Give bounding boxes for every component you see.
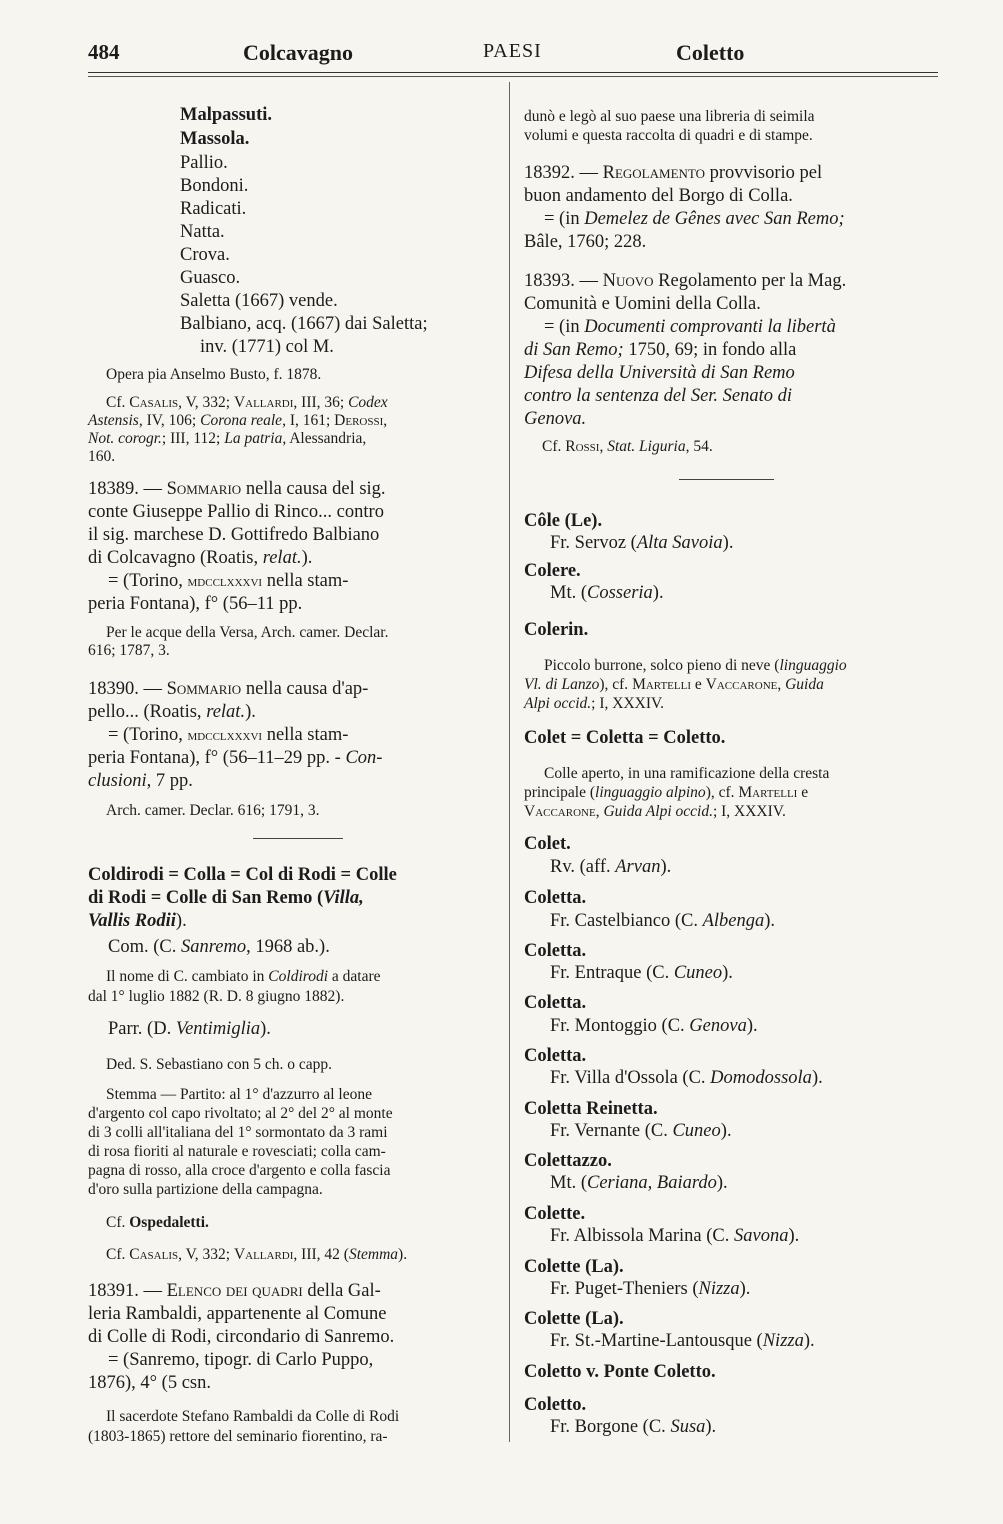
note-line: Vl. di Lanzo), cf. Martelli e Vaccarone, Guida	[524, 676, 824, 693]
reference-line: Cf. Casalis, V, 332; Vallardi, III, 42 (Stemma).	[106, 1246, 408, 1263]
reference-line: 160.	[88, 448, 116, 465]
headword: Colerin.	[524, 620, 589, 640]
headword: Colette (La).	[524, 1257, 624, 1277]
entry-line: clusioni, 7 pp.	[88, 771, 193, 791]
entry-line: conte Giuseppe Pallio di Rinco... contro	[88, 502, 384, 522]
headword: Colet.	[524, 834, 571, 854]
headword: Coletta.	[524, 1046, 587, 1066]
entry-line: Fr. Vernante (C. Cuneo).	[550, 1121, 732, 1141]
note-line: Colle aperto, in una ramificazione della cresta	[544, 765, 830, 782]
headword: Côle (Le).	[524, 511, 603, 531]
entry-line: 1876), 4° (5 csn.	[88, 1373, 212, 1393]
entry-line: peria Fontana), f° (56–11 pp.	[88, 594, 303, 614]
headword: Colette.	[524, 1204, 586, 1224]
family-name: Malpassuti.	[180, 105, 273, 125]
entry-line: = (in Documenti comprovanti la libertà	[544, 317, 836, 337]
entry-line: = (in Demelez de Gênes avec San Remo;	[544, 209, 845, 229]
reference-line: Cf. Casalis, V, 332; Vallardi, III, 36; Codex	[106, 394, 388, 411]
column-divider	[509, 82, 510, 1442]
headword: Coletto v. Ponte Coletto.	[524, 1362, 716, 1382]
reference-line: Astensis, IV, 106; Corona reale, I, 161; Derossi,	[88, 412, 388, 429]
entry-line: di Colcavagno (Roatis, relat.).	[88, 548, 313, 568]
entry-line: Com. (C. Sanremo, 1968 ab.).	[108, 937, 330, 957]
headword: Colette (La).	[524, 1309, 624, 1329]
note-line: Piccolo burrone, solco pieno di neve (linguaggio	[544, 657, 847, 674]
entry-line: Mt. (Cosseria).	[550, 583, 664, 603]
entry-line: pello... (Roatis, relat.).	[88, 702, 256, 722]
note-line: dal 1° luglio 1882 (R. D. 8 giugno 1882).	[88, 988, 345, 1005]
note-line: volumi e questa raccolta di quadri e di stampe.	[524, 127, 813, 144]
entry-line: peria Fontana), f° (56–11–29 pp. - Con-	[88, 748, 383, 768]
entry-18391: 18391. — Elenco dei quadri della Gal-	[88, 1281, 381, 1301]
headword-line: di Rodi = Colle di San Remo (Villa,	[88, 888, 364, 908]
family-name: Pallio.	[180, 153, 228, 173]
entry-line: Comunità e Uomini della Colla.	[524, 294, 761, 314]
family-name: Guasco.	[180, 268, 241, 288]
entry-18393: 18393. — Nuovo Regolamento per la Mag.	[524, 271, 847, 291]
section-separator	[253, 838, 343, 839]
family-name: Crova.	[180, 245, 230, 265]
headword: Colettazzo.	[524, 1151, 612, 1171]
note-line: Stemma — Partito: al 1° d'azzurro al leone	[106, 1086, 372, 1103]
entry-line: Fr. Puget-Theniers (Nizza).	[550, 1279, 751, 1299]
headword-line: Vallis Rodii).	[88, 911, 187, 931]
note-line: principale (linguaggio alpino), cf. Martelli e	[524, 784, 809, 801]
note-line: d'argento col capo rivoltato; al 2° del 2° al monte	[88, 1105, 393, 1122]
header-right-keyword: Coletto	[676, 40, 745, 65]
entry-line: Fr. Albissola Marina (C. Savona).	[550, 1226, 800, 1246]
note-line: dunò e legò al suo paese una libreria di seimila	[524, 108, 815, 125]
entry-line: Mt. (Ceriana, Baiardo).	[550, 1173, 728, 1193]
entry-line: Fr. Montoggio (C. Genova).	[550, 1016, 758, 1036]
entry-line: Fr. Castelbianco (C. Albenga).	[550, 911, 776, 931]
note-line: pagna di rosso, alla croce d'argento e colla fascia	[88, 1162, 391, 1179]
headword-coldirodi: Coldirodi = Colla = Col di Rodi = Colle	[88, 865, 397, 885]
note-line: di rosa fioriti al naturale e rovesciati; colla cam-	[88, 1143, 386, 1160]
headword: Coletta Reinetta.	[524, 1099, 658, 1119]
note-line: Il sacerdote Stefano Rambaldi da Colle di Rodi	[106, 1408, 400, 1425]
note-line: 616; 1787, 3.	[88, 642, 170, 659]
reference-line: Cf. Rossi, Stat. Liguria, 54.	[542, 438, 713, 455]
family-name: Radicati.	[180, 199, 247, 219]
note-line: Vaccarone, Guida Alpi occid.; I, XXXIV.	[524, 803, 786, 820]
family-name: Balbiano, acq. (1667) dai Saletta;	[180, 314, 428, 334]
entry-18389: 18389. — Sommario nella causa del sig.	[88, 479, 386, 499]
note-line: (1803-1865) rettore del seminario fiorentino, ra-	[88, 1428, 388, 1445]
note-line: di 3 colli all'italiana del 1° sormontato da 3 rami	[88, 1124, 388, 1141]
headword: Coletta.	[524, 993, 587, 1013]
entry-line: di San Remo; 1750, 69; in fondo alla	[524, 340, 797, 360]
entry-line: Fr. St.-Martine-Lantousque (Nizza).	[550, 1331, 815, 1351]
entry-18392: 18392. — Regolamento provvisorio pel	[524, 163, 823, 183]
entry-line: Bâle, 1760; 228.	[524, 232, 647, 252]
entry-line: = (Sanremo, tipogr. di Carlo Puppo,	[108, 1350, 374, 1370]
header-rule-thin	[88, 76, 938, 77]
note-line: Alpi occid.; I, XXXIV.	[524, 695, 665, 712]
entry-line: Fr. Servoz (Alta Savoia).	[550, 533, 734, 553]
note-line: Per le acque della Versa, Arch. camer. Declar.	[106, 624, 389, 641]
family-name-cont: inv. (1771) col M.	[200, 337, 334, 357]
running-header	[88, 40, 938, 80]
family-name: Massola.	[180, 129, 250, 149]
page-number: 484	[88, 40, 120, 64]
entry-line: Rv. (aff. Arvan).	[550, 857, 672, 877]
header-section-title: PAESI	[483, 40, 542, 62]
note-line: Arch. camer. Declar. 616; 1791, 3.	[106, 802, 320, 819]
entry-line: = (Torino, mdcclxxxvi nella stam-	[108, 725, 349, 745]
reference-line: Cf. Ospedaletti.	[106, 1214, 209, 1231]
note-line: Ded. S. Sebastiano con 5 ch. o capp.	[106, 1056, 332, 1073]
entry-18390: 18390. — Sommario nella causa d'ap-	[88, 679, 369, 699]
entry-line: Fr. Borgone (C. Susa).	[550, 1417, 717, 1437]
note-line: Il nome di C. cambiato in Coldirodi a datare	[106, 968, 381, 985]
reference-line: Not. corogr.; III, 112; La patria, Alessandria,	[88, 430, 367, 447]
headword: Colet = Coletta = Coletto.	[524, 728, 726, 748]
entry-line: leria Rambaldi, appartenente al Comune	[88, 1304, 387, 1324]
entry-line: buon andamento del Borgo di Colla.	[524, 186, 793, 206]
entry-line: Fr. Villa d'Ossola (C. Domodossola).	[550, 1068, 823, 1088]
headword: Coletta.	[524, 941, 587, 961]
entry-line: il sig. marchese D. Gottifredo Balbiano	[88, 525, 380, 545]
entry-line: Difesa della Università di San Remo	[524, 363, 795, 383]
note-line: Opera pia Anselmo Busto, f. 1878.	[106, 366, 322, 383]
entry-line: contro la sentenza del Ser. Senato di	[524, 386, 793, 406]
section-separator	[679, 479, 774, 480]
header-rule	[88, 72, 938, 73]
entry-line: = (Torino, mdcclxxxvi nella stam-	[108, 571, 349, 591]
note-line: d'oro sulla partizione della campagna.	[88, 1181, 323, 1198]
entry-line: Genova.	[524, 409, 587, 429]
headword: Colere.	[524, 561, 581, 581]
entry-line: Fr. Entraque (C. Cuneo).	[550, 963, 733, 983]
family-name: Bondoni.	[180, 176, 249, 196]
headword: Coletta.	[524, 888, 587, 908]
entry-line: di Colle di Rodi, circondario di Sanremo.	[88, 1327, 395, 1347]
header-left-keyword: Colcavagno	[243, 40, 353, 65]
headword: Coletto.	[524, 1395, 587, 1415]
family-name: Saletta (1667) vende.	[180, 291, 338, 311]
family-name: Natta.	[180, 222, 225, 242]
entry-line: Parr. (D. Ventimiglia).	[108, 1019, 271, 1039]
